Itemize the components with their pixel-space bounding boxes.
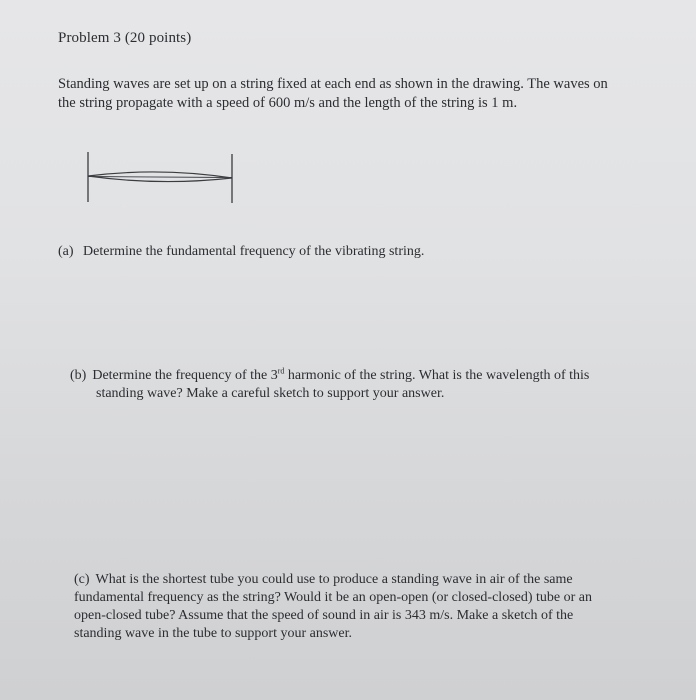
problem-intro <box>58 75 678 113</box>
problem-title: Problem 3 (20 points) <box>58 30 192 46</box>
question-c-line-3: open-closed tube? Assume that the speed of sound in air is 343 m/s. Make a sketch of the <box>74 608 574 623</box>
standing-wave-diagram <box>80 150 250 210</box>
question-a-label: (a) <box>58 244 74 259</box>
ordinal-superscript: rd <box>277 366 285 376</box>
question-c-line-2: fundamental frequency as the string? Would it be an open-open (or closed-closed) tube or an <box>74 590 592 605</box>
question-c <box>74 571 674 643</box>
question-c-text-1: What is the shortest tube you could use to produce a standing wave in air of the same <box>95 572 573 587</box>
question-b-label: (b) <box>70 368 87 383</box>
question-c-line-4: standing wave in the tube to support your answer. <box>74 626 353 641</box>
question-b-line-1 <box>70 367 670 385</box>
question-c-label: (c) <box>74 572 90 587</box>
question-a <box>58 243 618 261</box>
question-b <box>70 367 670 403</box>
string-line <box>88 177 232 178</box>
question-b-text-pre: Determine the frequency of the 3 <box>92 368 278 383</box>
question-a-text: Determine the fundamental frequency of the vibrating string. <box>83 244 425 259</box>
intro-line-1: Standing waves are set up on a string fixed at each end as shown in the drawing. The waves on <box>58 76 608 92</box>
intro-line-2: the string propagate with a speed of 600 m/s and the length of the string is 1 m. <box>58 95 518 111</box>
question-b-text-post: harmonic of the string. What is the wavelength of this <box>284 368 590 383</box>
question-c-line-1 <box>74 571 674 589</box>
question-b-line-2: standing wave? Make a careful sketch to support your answer. <box>96 386 445 401</box>
